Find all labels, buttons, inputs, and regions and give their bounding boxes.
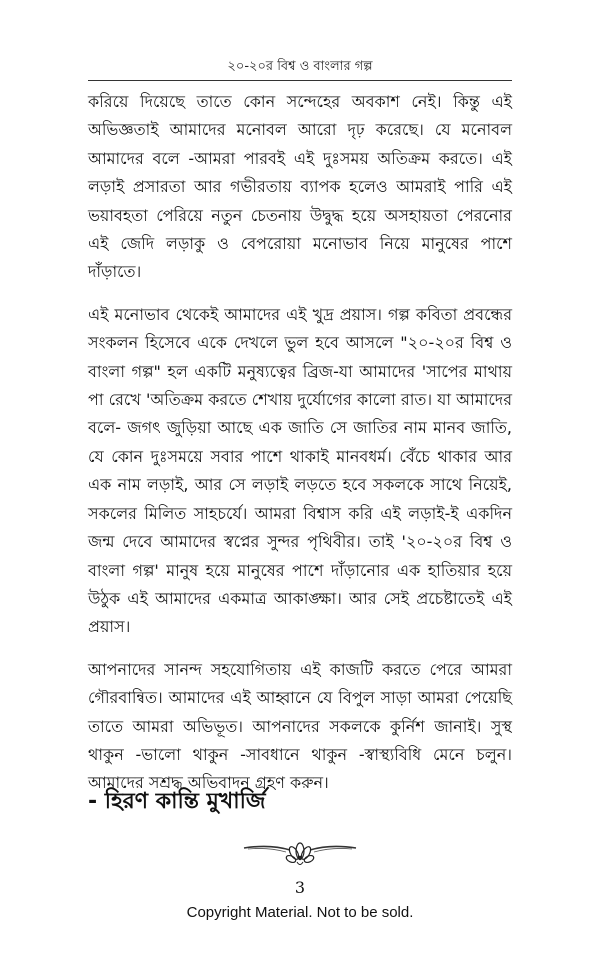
body-text — [88, 88, 512, 812]
paragraph-1: করিয়ে দিয়েছে তাতে কোন সন্দেহের অবকাশ নেই। কিন্তু এই অভিজ্ঞতাই আমাদের মনোবল আরো দৃঢ় করেছে। যে মনোবল আমাদের বলে -আমরা পারবই এই দুঃসময় অতিক্রম করতে। এই লড়াই প্রসারতা আর গভীরতায় ব্যাপক হলেও আমরাই পারি এই ভয়াবহতা পেরিয়ে নতুন চেতনায় উদ্বুদ্ধ হয়ে অসহায়তা পেরনোর এই জেদি লড়াকু ও বেপরোয়া মনোভাব নিয়ে মানুষের পাশে দাঁড়াতে। — [88, 92, 512, 282]
paragraph-3: আপনাদের সানন্দ সহযোগিতায় এই কাজটি করতে পেরে আমরা গৌরবান্বিত। আমাদের এই আহ্বানে যে বিপুল সাড়া আমরা পেয়েছি তাতে আমরা অভিভূত। আপনাদের সকলকে কুর্নিশ জানাই। সুস্থ থাকুন -ভালো থাকুন -সাবধানে থাকুন -স্বাস্থ্যবিধি মেনে চলুন। আমাদের সশ্রদ্ধ অভিবাদন গ্রহণ করুন। — [88, 659, 512, 793]
floral-flourish-icon — [240, 838, 360, 868]
header-rule — [88, 80, 512, 81]
running-header: ২০-২০র বিশ্ব ও বাংলার গল্প — [227, 59, 373, 74]
author-signature: - হিরণ কান্তি মুখার্জি — [88, 789, 266, 814]
copyright-notice: Copyright Material. Not to be sold. — [186, 904, 414, 921]
paragraph-2: এই মনোভাব থেকেই আমাদের এই খুদ্র প্রয়াস। গল্প কবিতা প্রবন্ধের সংকলন হিসেবে একে দেখলে ভুল হবে আসলে "২০-২০র বিশ্ব ও বাংলা গল্প" হল একটি মনুষ্যত্বের ব্রিজ-যা আমাদের 'সাপের মাথায় পা রেখে 'অতিক্রম করতে শেখায় দুর্যোগের কালো রাত। যা আমাদের বলে- জগৎ জুড়িয়া আছে এক জাতি সে জাতির নাম মানব জাতি, যে কোন দুঃসময়ে সবার পাশে থাকাই মানবধর্ম। বেঁচে থাকার আর এক নাম লড়াই, আর সে লড়াই লড়তে হবে সকলকে সাথে নিয়েই, সকলের মিলিত সাহচর্যে। আমরা বিশ্বাস করি এই লড়াই-ই একদিন জন্ম দেবে আমাদের স্বপ্নের সুন্দর পৃথিবীর। তাই '২০-২০র বিশ্ব ও বাংলা গল্প' মানুষ হয়ে মানুষের পাশে দাঁড়ানোর এক হাতিয়ার হয়ে উঠুক এই আমাদের একমাত্র আকাঙ্ক্ষা। আর সেই প্রচেষ্টাতেই এই প্রয়াস। — [88, 304, 512, 637]
page-number: 3 — [294, 878, 306, 897]
